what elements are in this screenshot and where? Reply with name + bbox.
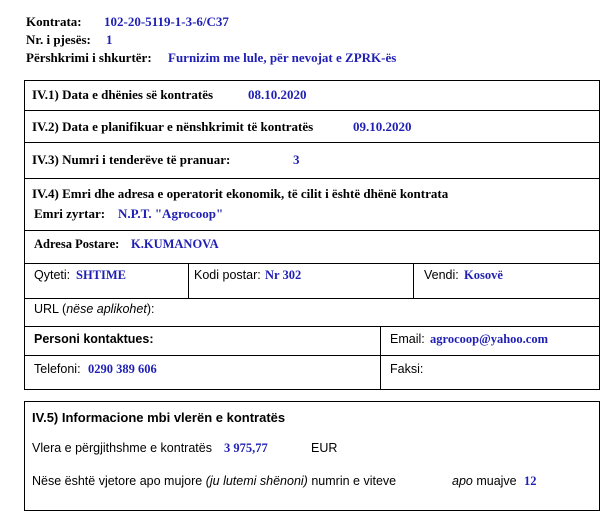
city-value: SHTIME <box>76 268 127 282</box>
iv4-label: IV.4) Emri dhe adresa e operatorit ekonomik, të cilit i është dhënë kontrata <box>32 186 449 201</box>
iv2-value: 09.10.2020 <box>353 119 412 134</box>
country-label: Vendi: <box>424 268 459 282</box>
phone-value: 0290 389 606 <box>88 362 157 376</box>
contract-number: 102-20-5119-1-3-6/C37 <box>104 14 229 29</box>
total-value-label: Vlera e përgjithshme e kontratës <box>32 441 212 455</box>
divider <box>24 142 600 143</box>
url-label: URL (nëse aplikohet): <box>34 302 155 316</box>
duration-apo: apo muajve <box>452 474 517 488</box>
phone-label: Telefoni: <box>34 362 81 376</box>
iv5-title: IV.5) Informacione mbi vlerën e kontratës <box>32 410 286 425</box>
divider <box>24 178 600 179</box>
description-label: Përshkrimi i shkurtër: <box>26 50 152 65</box>
iv2-label: IV.2) Data e planifikuar e nënshkrimit të kontratës <box>32 119 314 134</box>
contact-person-label: Personi kontaktues: <box>34 332 154 346</box>
official-name-value: N.P.T. "Agrocoop" <box>118 206 224 221</box>
city-label: Qyteti: <box>34 268 71 282</box>
duration-value: 12 <box>524 474 537 488</box>
contract-label: Kontrata: <box>26 14 82 29</box>
official-name-label: Emri zyrtar: <box>34 206 106 221</box>
country-value: Kosovë <box>464 268 503 282</box>
currency: EUR <box>311 441 338 455</box>
part-label: Nr. i pjesës: <box>26 32 91 47</box>
divider <box>24 110 600 111</box>
email-value: agrocoop@yahoo.com <box>430 332 548 346</box>
postal-code-value: Nr 302 <box>265 268 302 282</box>
iv3-value: 3 <box>293 152 300 167</box>
iv1-value: 08.10.2020 <box>248 87 307 102</box>
divider <box>24 230 600 231</box>
fax-label: Faksi: <box>390 362 424 376</box>
description-value: Furnizim me lule, për nevojat e ZPRK-ës <box>168 50 397 65</box>
iv3-label: IV.3) Numri i tenderëve të pranuar: <box>32 152 231 167</box>
duration-text: Nëse është vjetore apo mujore (ju lutemi shënoni) numrin e viteve <box>32 474 397 488</box>
postal-code-label: Kodi postar: <box>194 268 261 282</box>
divider <box>380 326 381 390</box>
part-number: 1 <box>106 32 113 47</box>
divider <box>24 298 600 299</box>
email-label: Email: <box>390 332 425 346</box>
divider <box>24 263 600 264</box>
divider <box>24 355 600 356</box>
divider <box>188 263 189 298</box>
total-value-amount: 3 975,77 <box>224 441 268 455</box>
divider <box>24 326 600 327</box>
address-label: Adresa Postare: <box>34 237 120 251</box>
address-value: K.KUMANOVA <box>131 237 219 251</box>
divider <box>413 263 414 298</box>
iv1-label: IV.1) Data e dhënies së kontratës <box>32 87 214 102</box>
